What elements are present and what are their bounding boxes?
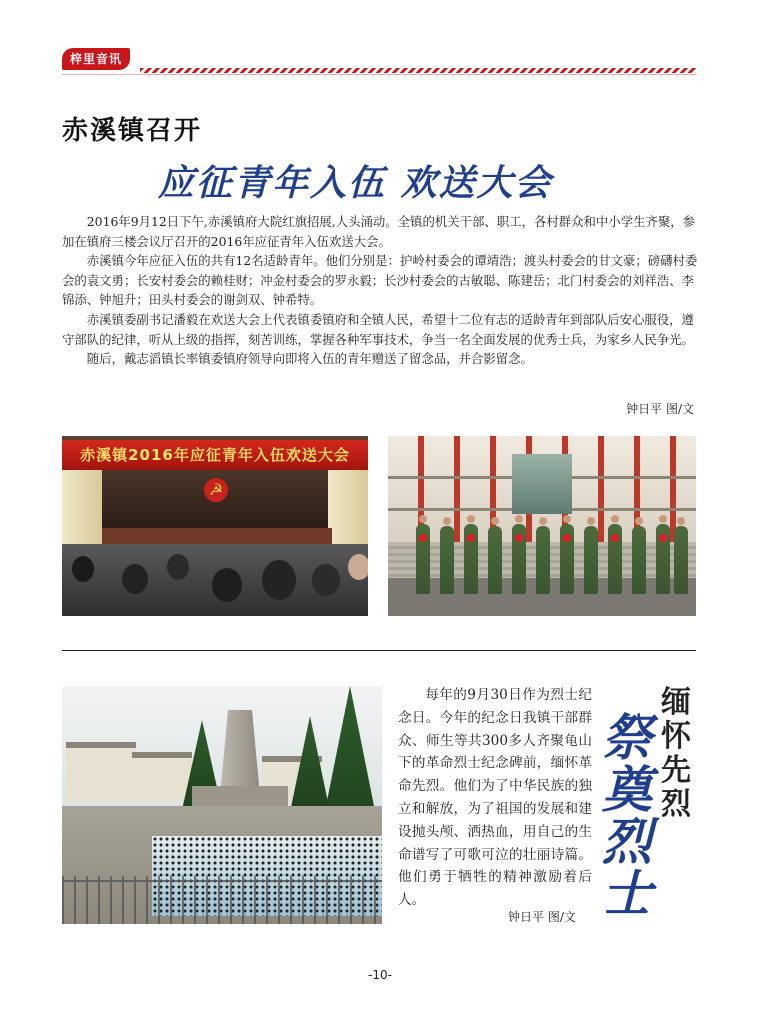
article1-paragraph: 随后，戴志滔镇长率镇委镇府领导向即将入伍的青年赠送了留念品，并合影留念。 (86, 351, 533, 367)
article1-byline: 钟日平 图/文 (626, 402, 694, 416)
header-decor-line (140, 68, 696, 73)
house (66, 742, 136, 802)
article2-byline: 钟日平 图/文 (508, 910, 576, 924)
fence (62, 876, 382, 924)
article1-title: 应征青年入伍 欢送大会 (158, 163, 553, 204)
meeting-photo (62, 436, 368, 616)
soldier-figure (584, 526, 598, 594)
audience-head (167, 554, 189, 580)
house (132, 752, 192, 802)
article1-pre-title: 赤溪镇召开 (62, 116, 203, 146)
red-flower-icon (611, 534, 619, 542)
article1-paragraph: 2016年9月12日下午,赤溪镇府大院红旗招展,人头涌动。全镇的机关干部、职工，各村群众和中小学生齐聚，参加在镇府三楼会议厅召开的2016年应征青年入伍欢送大会。 (62, 214, 696, 249)
article1-body (62, 212, 698, 369)
soldier-figure (440, 526, 454, 594)
building-door (512, 454, 572, 514)
red-flower-icon (515, 534, 523, 542)
article2-title-a: 缅怀先烈 (661, 685, 691, 822)
article2-title-b: 祭奠烈士 (602, 708, 652, 923)
article1-paragraph: 赤溪镇今年应征入伍的共有12名适龄青年。他们分别是：护岭村委会的谭靖浩；渡头村委会的甘文豪；磅礴村委会的袁文勇；长安村委会的赖桂财；冲金村委会的罗永毅；长沙村委会的古敏聪、陈建岳；北门村委会的刘祥浩、李锦添、钟旭升；田头村委会的谢剑双、钟希特。 (62, 253, 698, 308)
audience-head (122, 564, 148, 594)
audience-head (262, 560, 296, 600)
audience-head (212, 568, 242, 602)
section-divider (62, 650, 696, 651)
soldier-figure (632, 526, 646, 594)
audience-head (348, 554, 368, 580)
header-underline (62, 74, 696, 75)
page-number: -10- (368, 968, 392, 982)
article2-paragraph: 每年的9月30日作为烈士纪念日。今年的纪念日我镇干部群众、师生等共300多人齐聚龟山下的革命烈士纪念碑前，缅怀革命先烈。他们为了中华民族的独立和解放，为了祖国的发展和建设抛头颅、洒热血，用自己的生命谱写了可歌可泣的壮丽诗篇。他们勇于牺牲的精神激励着后人。 (398, 687, 592, 909)
article1-paragraph: 赤溪镇委副书记潘毅在欢送大会上代表镇委镇府和全镇人民，希望十二位有志的适龄青年到部队后安心服役，遵守部队的纪律，听从上级的指挥，刻苦训练，掌握各种军事技术，争当一名全面发展的优秀士兵，为家乡人民争光。 (62, 311, 694, 347)
soldier-figure (536, 526, 550, 594)
curtain-right (328, 470, 368, 550)
red-flower-icon (659, 534, 667, 542)
red-flower-icon (467, 534, 475, 542)
audience-head (312, 564, 340, 596)
red-flower-icon (563, 534, 571, 542)
red-flower-icon (419, 534, 427, 542)
audience-head (72, 556, 94, 582)
photo-banner: 赤溪镇2016年应征青年入伍欢送大会 (62, 440, 368, 470)
curtain-left (62, 470, 102, 550)
soldier-figure (674, 526, 688, 594)
memorial-photo (62, 686, 382, 924)
party-emblem-icon: ☭ (204, 478, 228, 502)
article2-body (398, 684, 592, 912)
section-tag: 梓里音讯 (62, 48, 130, 70)
soldier-figure (488, 526, 502, 594)
soldiers-photo (388, 436, 696, 616)
